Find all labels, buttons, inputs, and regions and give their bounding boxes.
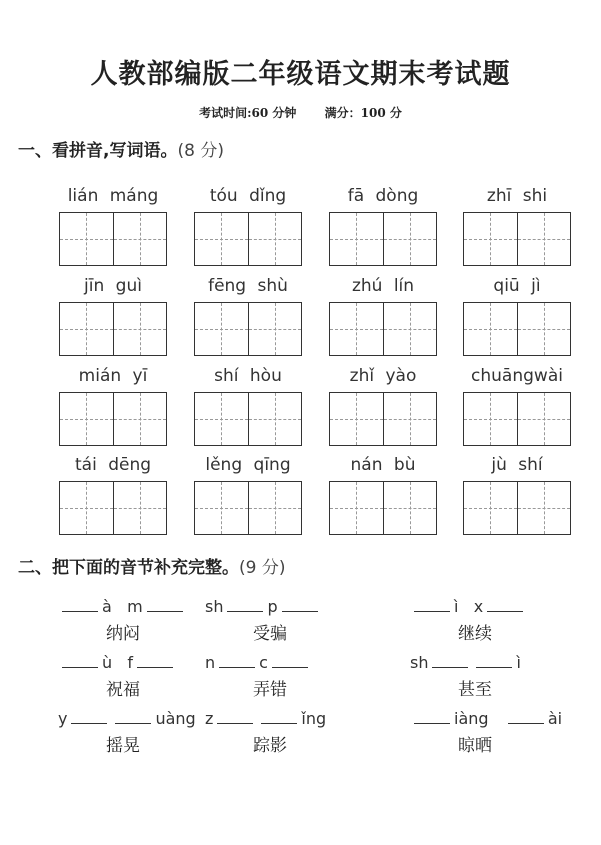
- writing-box[interactable]: [60, 213, 113, 265]
- tianzige-boxes[interactable]: [194, 481, 302, 535]
- syllable-item: [410, 653, 590, 700]
- answer-blank[interactable]: [115, 709, 151, 724]
- pinyin-label: jù shí: [491, 455, 543, 475]
- word-writing-cell: [463, 455, 571, 535]
- writing-box[interactable]: [517, 393, 571, 445]
- answer-blank[interactable]: [137, 653, 173, 668]
- tianzige-boxes[interactable]: [463, 481, 571, 535]
- syllable-fragment: uàng: [155, 709, 196, 728]
- word-writing-cell: [59, 186, 167, 266]
- chinese-word: 纳闷: [106, 624, 140, 644]
- answer-blank[interactable]: [71, 709, 107, 724]
- syllable-fragment: n: [205, 653, 216, 672]
- syllable-line: [410, 653, 590, 675]
- syllable-fragment: sh: [410, 653, 429, 672]
- pinyin-label: fēng shù: [208, 276, 288, 296]
- chinese-word: 继续: [458, 624, 492, 644]
- writing-box[interactable]: [113, 482, 167, 534]
- chinese-word: 甚至: [458, 680, 492, 700]
- pinyin-label: lěng qīng: [205, 455, 291, 475]
- section2-heading: [18, 553, 285, 578]
- syllable-fragment: z: [205, 709, 214, 728]
- pinyin-label: mián yī: [78, 366, 148, 386]
- word-writing-cell: [463, 366, 571, 446]
- pinyin-label: zhǐ yào: [349, 366, 417, 386]
- word-writing-cell: [194, 186, 302, 266]
- full-score: 满分：100 分: [324, 106, 402, 120]
- answer-blank[interactable]: [62, 597, 98, 612]
- syllable-line: [205, 653, 385, 675]
- answer-blank[interactable]: [487, 597, 523, 612]
- syllable-line: [205, 709, 385, 731]
- tianzige-boxes[interactable]: [59, 302, 167, 356]
- writing-box[interactable]: [383, 482, 437, 534]
- syllable-line: [205, 597, 385, 619]
- syllable-fragment: ì: [454, 597, 459, 616]
- syllable-fragment: y: [58, 709, 68, 728]
- answer-blank[interactable]: [414, 597, 450, 612]
- syllable-line: [410, 597, 590, 619]
- writing-box[interactable]: [248, 393, 302, 445]
- writing-box[interactable]: [464, 213, 517, 265]
- tianzige-boxes[interactable]: [463, 392, 571, 446]
- pinyin-label: shí hòu: [214, 366, 282, 386]
- writing-box[interactable]: [517, 213, 571, 265]
- syllable-item: [410, 597, 590, 644]
- word-writing-cell: [59, 455, 167, 535]
- syllable-fragment: x: [473, 597, 484, 616]
- word-writing-cell: [194, 276, 302, 356]
- tianzige-boxes[interactable]: [194, 392, 302, 446]
- pinyin-label: jīn guì: [84, 276, 142, 296]
- writing-box[interactable]: [464, 303, 517, 355]
- answer-blank[interactable]: [476, 653, 512, 668]
- pinyin-label: zhī shi: [486, 186, 548, 206]
- writing-box[interactable]: [195, 303, 248, 355]
- pinyin-label: lián máng: [67, 186, 159, 206]
- word-writing-cell: [329, 455, 437, 535]
- chinese-word: 受骗: [253, 624, 287, 644]
- tianzige-boxes[interactable]: [59, 392, 167, 446]
- word-writing-cell: [59, 366, 167, 446]
- pinyin-label: tóu dǐng: [209, 186, 287, 206]
- writing-box[interactable]: [330, 482, 383, 534]
- writing-box[interactable]: [113, 213, 167, 265]
- word-writing-cell: [194, 366, 302, 446]
- chinese-word: 祝福: [106, 680, 140, 700]
- tianzige-boxes[interactable]: [194, 212, 302, 266]
- section1-title: 一、看拼音,写词语。: [18, 141, 178, 161]
- syllable-fragment: ì: [516, 653, 521, 672]
- word-writing-cell: [194, 455, 302, 535]
- syllable-line: [410, 709, 590, 731]
- section1-heading: [18, 136, 224, 161]
- answer-blank[interactable]: [272, 653, 308, 668]
- pinyin-label: qiū jì: [493, 276, 541, 296]
- pinyin-label: chuāngwài: [471, 366, 563, 386]
- answer-blank[interactable]: [62, 653, 98, 668]
- writing-box[interactable]: [248, 303, 302, 355]
- writing-box[interactable]: [60, 303, 113, 355]
- answer-blank[interactable]: [282, 597, 318, 612]
- answer-blank[interactable]: [414, 709, 450, 724]
- tianzige-boxes[interactable]: [463, 302, 571, 356]
- writing-box[interactable]: [517, 303, 571, 355]
- tianzige-boxes[interactable]: [59, 212, 167, 266]
- writing-box[interactable]: [113, 303, 167, 355]
- pinyin-label: fā dòng: [347, 186, 419, 206]
- syllable-fragment: c: [259, 653, 268, 672]
- writing-box[interactable]: [60, 393, 113, 445]
- syllable-item: [205, 597, 385, 644]
- syllable-fragment: à: [102, 597, 112, 616]
- answer-blank[interactable]: [508, 709, 544, 724]
- tianzige-boxes[interactable]: [59, 481, 167, 535]
- writing-box[interactable]: [248, 482, 302, 534]
- syllable-fragment: m: [127, 597, 143, 616]
- section2-points: (9 分): [239, 558, 286, 578]
- syllable-fragment: ǐng: [301, 709, 327, 728]
- chinese-word: 踪影: [253, 736, 287, 756]
- syllable-item: [410, 709, 590, 756]
- writing-box[interactable]: [383, 303, 437, 355]
- tianzige-boxes[interactable]: [194, 302, 302, 356]
- writing-box[interactable]: [517, 482, 571, 534]
- writing-box[interactable]: [195, 482, 248, 534]
- writing-box[interactable]: [383, 213, 437, 265]
- syllable-item: [205, 709, 385, 756]
- answer-blank[interactable]: [227, 597, 263, 612]
- page-title: 人教部编版二年级语文期末考试题: [90, 59, 511, 90]
- word-writing-cell: [463, 276, 571, 356]
- writing-box[interactable]: [330, 303, 383, 355]
- pinyin-label: nán bù: [350, 455, 416, 475]
- tianzige-boxes[interactable]: [329, 212, 437, 266]
- tianzige-boxes[interactable]: [329, 392, 437, 446]
- tianzige-boxes[interactable]: [329, 481, 437, 535]
- syllable-fragment: ù: [102, 653, 113, 672]
- chinese-word: 弄错: [253, 680, 287, 700]
- syllable-fragment: ài: [547, 709, 563, 728]
- chinese-word: 晾晒: [458, 736, 492, 756]
- exam-info: [0, 104, 601, 121]
- syllable-fragment: iàng: [454, 709, 489, 728]
- answer-blank[interactable]: [217, 709, 253, 724]
- writing-box[interactable]: [383, 393, 437, 445]
- chinese-word: 摇晃: [106, 736, 140, 756]
- word-writing-cell: [329, 186, 437, 266]
- writing-box[interactable]: [113, 393, 167, 445]
- syllable-fragment: sh: [205, 597, 224, 616]
- pinyin-label: zhú lín: [351, 276, 415, 296]
- syllable-item: [205, 653, 385, 700]
- writing-box[interactable]: [464, 482, 517, 534]
- pinyin-label: tái dēng: [74, 455, 152, 475]
- word-writing-cell: [329, 366, 437, 446]
- answer-blank[interactable]: [147, 597, 183, 612]
- writing-box[interactable]: [248, 213, 302, 265]
- answer-blank[interactable]: [432, 653, 468, 668]
- writing-box[interactable]: [330, 213, 383, 265]
- section1-points: (8 分): [177, 141, 224, 161]
- section2-title: 二、把下面的音节补充完整。: [18, 558, 239, 578]
- writing-box[interactable]: [195, 393, 248, 445]
- word-writing-cell: [463, 186, 571, 266]
- tianzige-boxes[interactable]: [329, 302, 437, 356]
- answer-blank[interactable]: [261, 709, 297, 724]
- writing-box[interactable]: [330, 393, 383, 445]
- word-writing-cell: [329, 276, 437, 356]
- writing-box[interactable]: [464, 393, 517, 445]
- writing-box[interactable]: [195, 213, 248, 265]
- syllable-fragment: p: [267, 597, 278, 616]
- exam-time: 考试时间:60 分钟: [199, 106, 297, 120]
- tianzige-boxes[interactable]: [463, 212, 571, 266]
- writing-box[interactable]: [60, 482, 113, 534]
- syllable-fragment: f: [127, 653, 134, 672]
- word-writing-cell: [59, 276, 167, 356]
- answer-blank[interactable]: [219, 653, 255, 668]
